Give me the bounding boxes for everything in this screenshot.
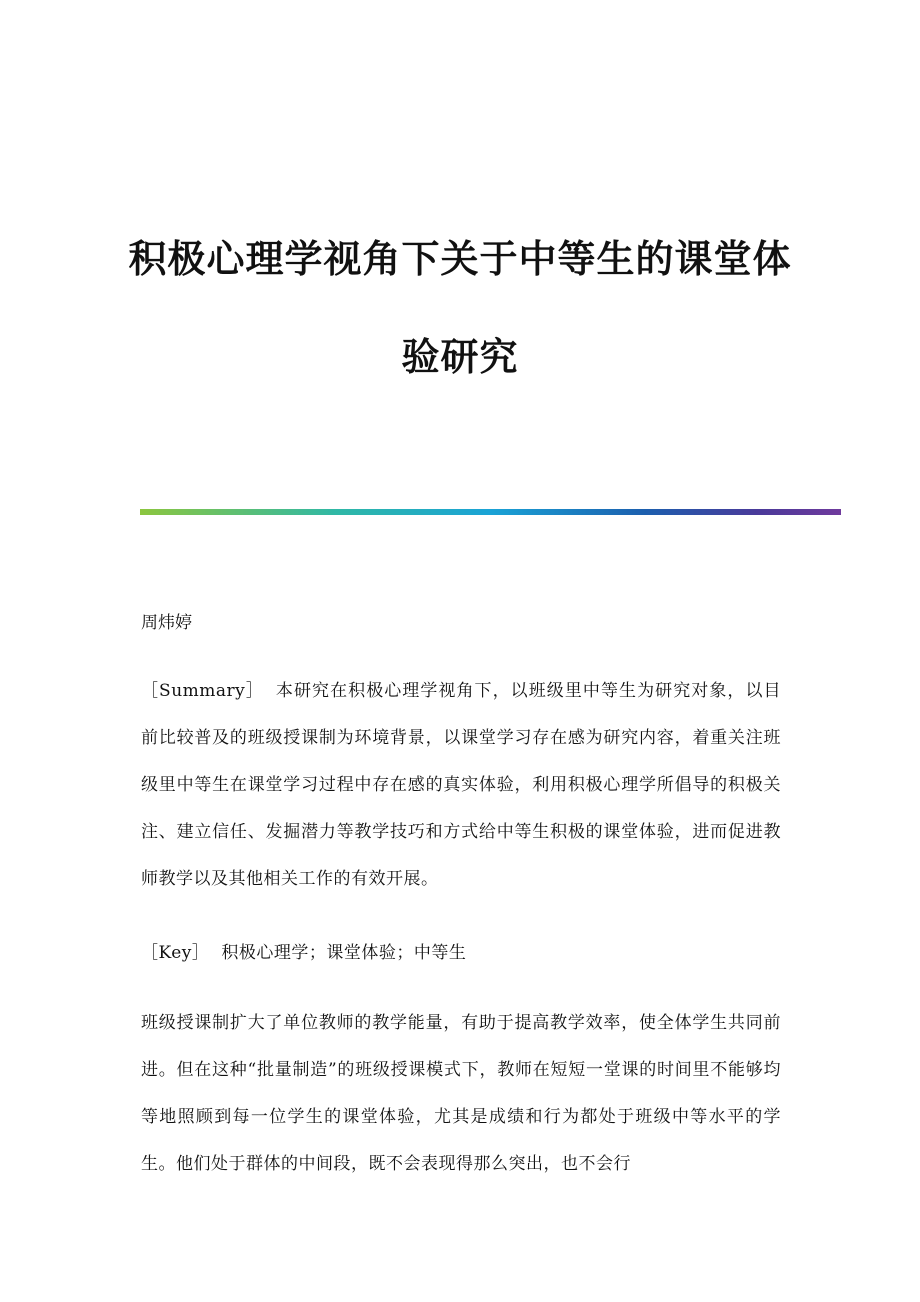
keywords-text: 积极心理学；课堂体验；中等生 (221, 943, 467, 963)
author-name: 周炜婷 (141, 613, 192, 633)
document-title-line-2: 验研究 (401, 334, 519, 379)
gradient-divider (140, 509, 841, 515)
body-paragraph: 班级授课制扩大了单位教师的教学能量，有助于提高教学效率，使全体学生共同前进。但在这种“批量制造”的班级授课模式下，教师在短短一堂课的时间里不能够均等地照顾到每一位学生的课堂体验，尤其是成绩和行为都处于班级中等水平的学生。他们处于群体的中间段，既不会表现得那么突出，也不会行 (141, 1013, 781, 1174)
summary-paragraph (141, 668, 781, 903)
summary-text: 本研究在积极心理学视角下，以班级里中等生为研究对象，以目前比较普及的班级授课制为环境背景，以课堂学习存在感为研究内容，着重关注班级里中等生在课堂学习过程中存在感的真实体验，利用积极心理学所倡导的积极关注、建立信任、发掘潜力等教学技巧和方式给中等生积极的课堂体验，进而促进教师教学以及其他相关工作的有效开展。 (141, 681, 782, 889)
document-title-line-1: 积极心理学视角下关于中等生的课堂体 (128, 236, 792, 281)
keywords-label: ［Key］ (141, 943, 210, 963)
summary-label: ［Summary］ (141, 681, 264, 701)
keywords-paragraph (141, 930, 781, 977)
